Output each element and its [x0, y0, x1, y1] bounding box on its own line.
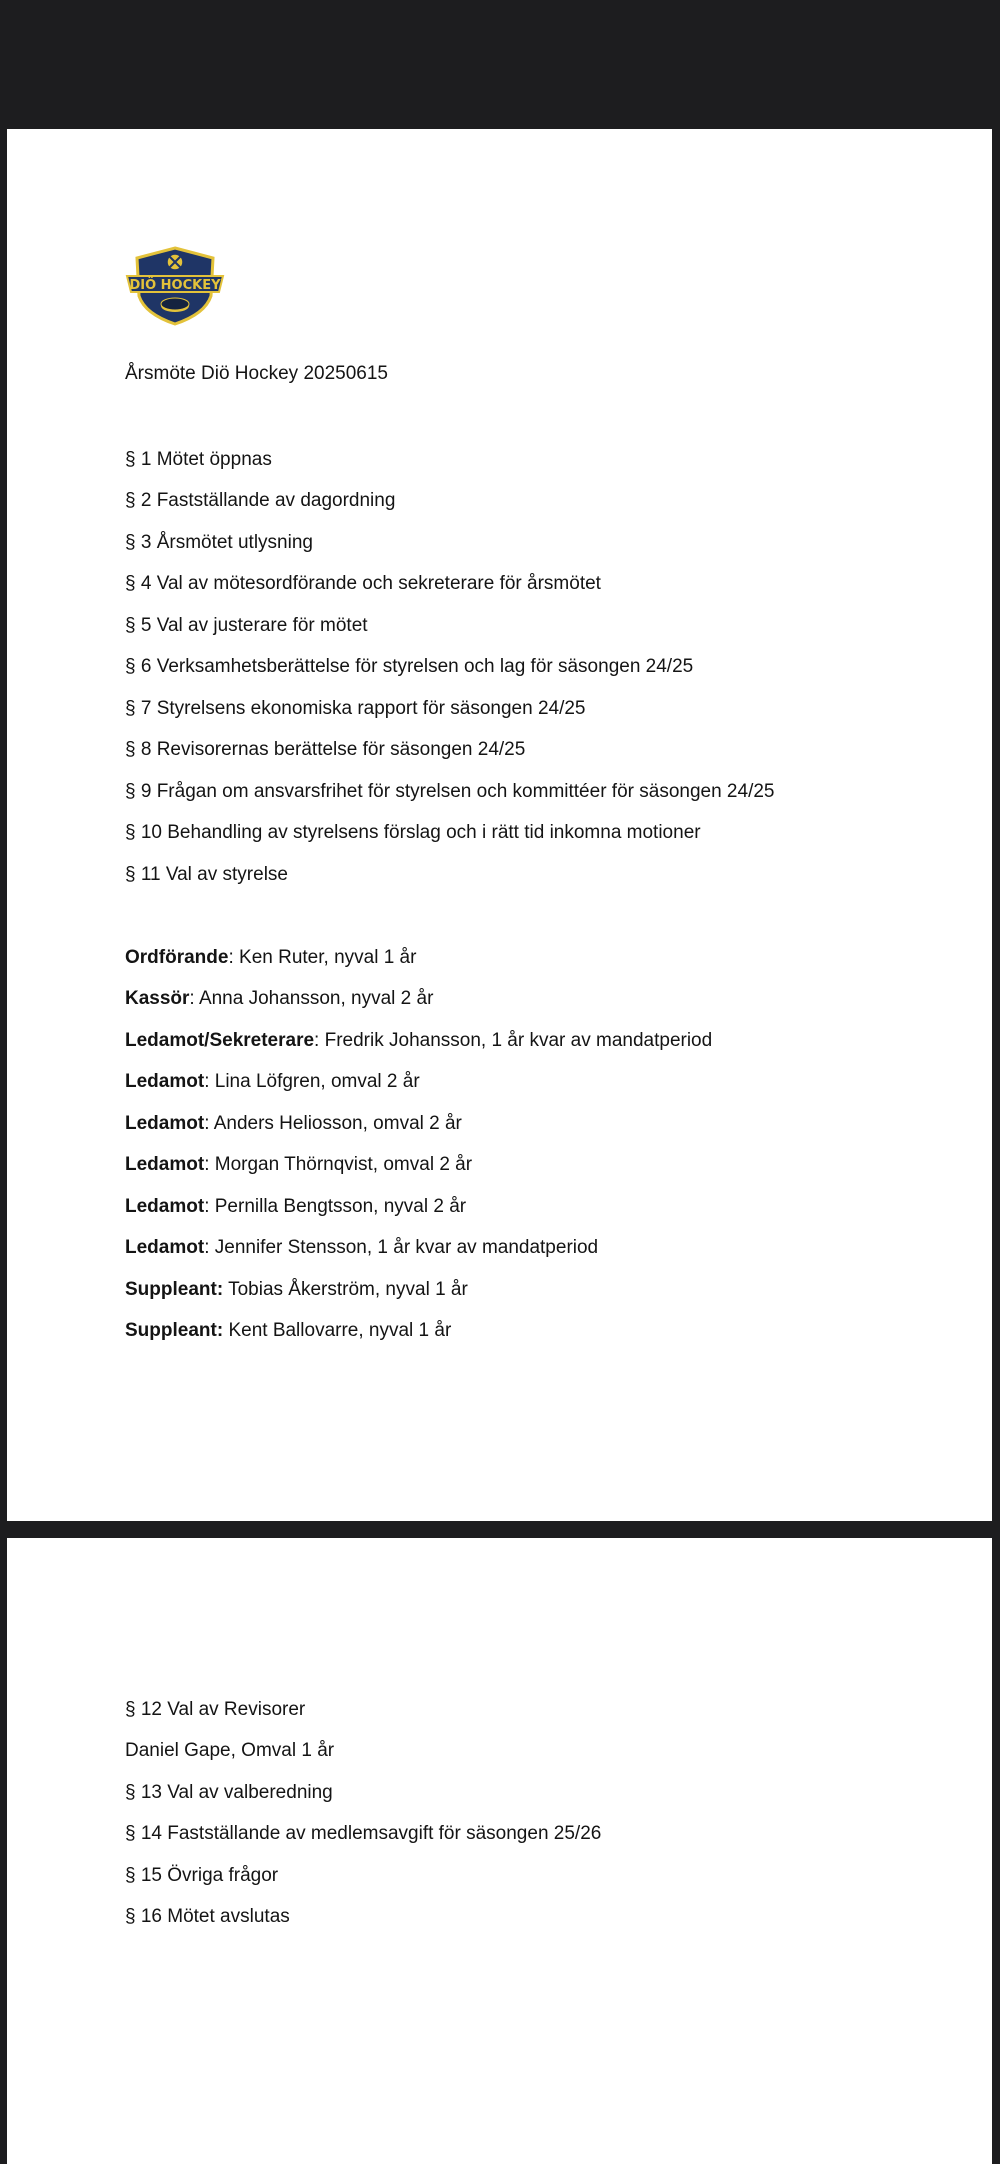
agenda-item-9: § 9 Frågan om ansvarsfrihet för styrelsen och kommittéer för säsongen 24/25 [125, 781, 775, 802]
board-separator: : [189, 988, 199, 1009]
board-detail: Lina Löfgren, omval 2 år [214, 1071, 420, 1092]
board-role: Ledamot [125, 1196, 205, 1217]
board-member-4 [125, 1070, 420, 1094]
board-role: Ledamot [125, 1071, 205, 1092]
board-detail: Ken Ruter, nyval 1 år [239, 947, 417, 968]
agenda-item-10: § 10 Behandling av styrelsens förslag och i rätt tid inkomna motioner [125, 822, 701, 843]
board-member-10 [125, 1319, 451, 1343]
agenda-item-11: § 11 Val av styrelse [125, 864, 288, 885]
board-separator: : [204, 1071, 215, 1092]
document-title: Årsmöte Diö Hockey 20250615 [125, 363, 388, 384]
board-role: Ledamot [125, 1237, 205, 1258]
board-detail: Tobias Åkerström, nyval 1 år [228, 1279, 468, 1300]
board-role: Suppleant: [125, 1320, 224, 1341]
board-detail: Fredrik Johansson, 1 år kvar av mandatperiod [324, 1030, 713, 1051]
board-separator: : [204, 1237, 215, 1258]
document-page-2 [7, 1538, 992, 2164]
board-detail: Jennifer Stensson, 1 år kvar av mandatperiod [214, 1237, 599, 1258]
board-member-8 [125, 1236, 598, 1260]
board-detail: Morgan Thörnqvist, omval 2 år [214, 1154, 473, 1175]
board-separator: : [228, 947, 240, 968]
document-page-1 [7, 129, 992, 1521]
board-detail: Pernilla Bengtsson, nyval 2 år [214, 1196, 467, 1217]
agenda-item-2: § 2 Fastställande av dagordning [125, 490, 396, 511]
board-role: Suppleant: [125, 1279, 224, 1300]
board-separator: : [204, 1113, 214, 1134]
viewer-top-bar [0, 0, 1000, 128]
board-separator: : [204, 1196, 215, 1217]
agenda-item-1: § 1 Mötet öppnas [125, 449, 272, 470]
board-member-1 [125, 946, 416, 970]
board-member-3 [125, 1029, 712, 1053]
club-logo-icon [125, 246, 225, 326]
agenda-item-12: § 12 Val av Revisorer [125, 1699, 306, 1720]
board-member-5 [125, 1112, 462, 1136]
board-role: Ordförande [125, 947, 229, 968]
agenda-item-13: § 13 Val av valberedning [125, 1782, 333, 1803]
agenda-item-3: § 3 Årsmötet utlysning [125, 532, 313, 553]
board-detail: Anna Johansson, nyval 2 år [198, 988, 434, 1009]
board-role: Kassör [125, 988, 190, 1009]
board-member-2 [125, 987, 433, 1011]
agenda-item-5: § 5 Val av justerare för mötet [125, 615, 368, 636]
board-separator: : [314, 1030, 325, 1051]
svg-text:DIÖ HOCKEY: DIÖ HOCKEY [129, 278, 221, 293]
agenda-item-15: § 15 Övriga frågor [125, 1865, 279, 1886]
board-detail: Anders Heliosson, omval 2 år [213, 1113, 462, 1134]
board-role: Ledamot/Sekreterare [125, 1030, 315, 1051]
board-separator: : [204, 1154, 215, 1175]
board-member-6 [125, 1153, 472, 1177]
board-member-7 [125, 1195, 466, 1219]
board-member-9 [125, 1278, 468, 1302]
agenda-item-14: § 14 Fastställande av medlemsavgift för säsongen 25/26 [125, 1823, 602, 1844]
board-detail: Kent Ballovarre, nyval 1 år [228, 1320, 452, 1341]
board-role: Ledamot [125, 1154, 205, 1175]
club-logo [125, 246, 225, 326]
board-role: Ledamot [125, 1113, 205, 1134]
agenda-item-7: § 7 Styrelsens ekonomiska rapport för säsongen 24/25 [125, 698, 586, 719]
agenda-item-4: § 4 Val av mötesordförande och sekreterare för årsmötet [125, 573, 601, 594]
auditor-line: Daniel Gape, Omval 1 år [125, 1740, 335, 1761]
agenda-item-16: § 16 Mötet avslutas [125, 1906, 290, 1927]
agenda-item-8: § 8 Revisorernas berättelse för säsongen 24/25 [125, 739, 526, 760]
agenda-item-6: § 6 Verksamhetsberättelse för styrelsen och lag för säsongen 24/25 [125, 656, 694, 677]
